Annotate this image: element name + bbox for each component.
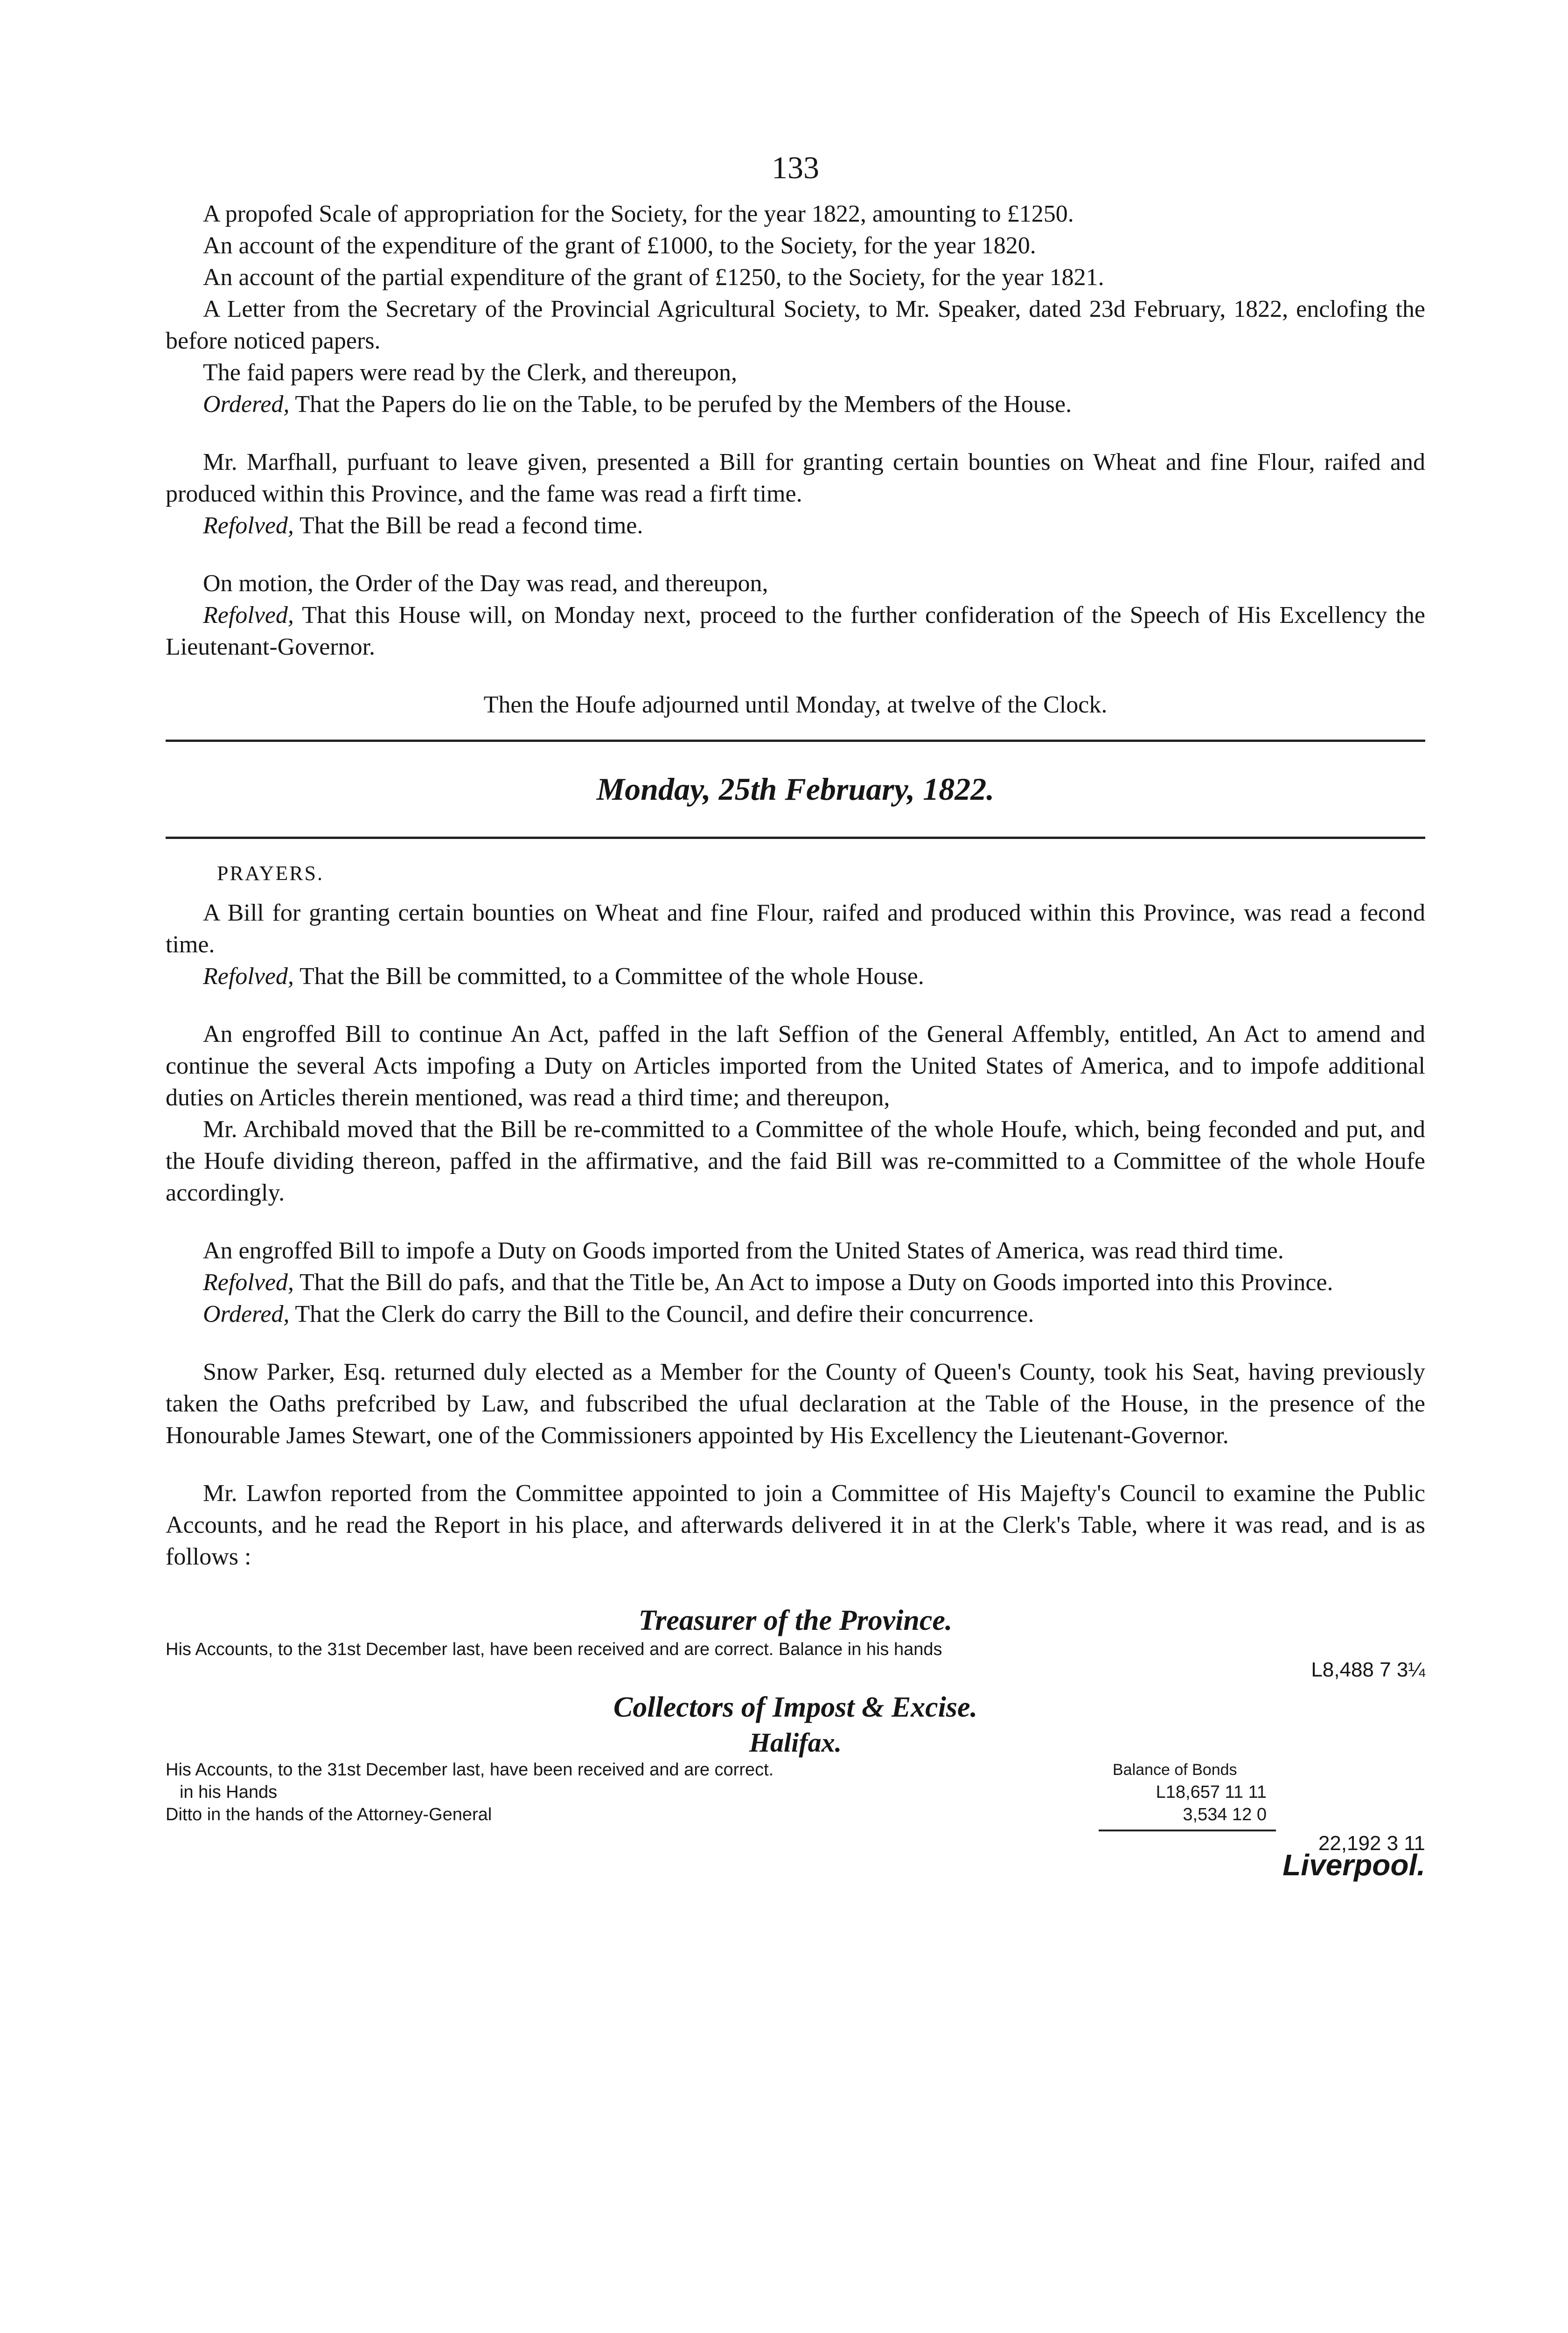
halifax-heading: Halifax. xyxy=(749,1727,842,1758)
collectors-heading: Collectors of Impost & Excise. xyxy=(613,1691,978,1723)
paragraph-on-motion: On motion, the Order of the Day was read, and thereupon, xyxy=(203,570,768,597)
paragraph-lawson-report: Mr. Lawfon reported from the Committee appointed to join a Committee of His Majefty's Council to examine the Public Accounts, and he read the Report in his place, and afterwards delivered it in at the Clerk's Table, where it was read, and is as follows : xyxy=(166,1480,1425,1570)
balance-of-bonds-label: Balance of Bonds xyxy=(1113,1761,1237,1779)
resolved-text: That the Bill be committed, to a Committee of the whole House. xyxy=(293,963,924,990)
ordered-label: Ordered, xyxy=(203,391,290,418)
paragraph-letter-secretary: A Letter from the Secretary of the Provincial Agricultural Society, to Mr. Speaker, dated 23d February, 1822, enclofing the before noticed papers. xyxy=(166,296,1425,354)
ordered-label: Ordered, xyxy=(203,1301,290,1327)
page-content xyxy=(166,149,1425,1892)
resolved-label: Refolved, xyxy=(203,1269,294,1296)
treasurer-account-row xyxy=(166,1639,1425,1680)
treasurer-account-text: His Accounts, to the 31st December last, have been received and are correct. Balance in his hands xyxy=(166,1640,942,1659)
paragraph-papers-read: The faid papers were read by the Clerk, and thereupon, xyxy=(203,359,737,386)
halifax-account-text: His Accounts, to the 31st December last, have been received and are correct. xyxy=(166,1760,774,1780)
halifax-account-row xyxy=(166,1760,1425,1782)
paragraph-snow-parker-seat: Snow Parker, Esq. returned duly elected as a Member for the County of Queen's County, took his Seat, having previously taken the Oaths prefcribed by Law, and fubscribed the ufual declaration at the Table of the House, in the presence of the Honourable James Stewart, one of the Commissioners appointed by His Excellency the Lieutenant-Governor. xyxy=(166,1359,1425,1449)
paragraph-resolved-bill-pass xyxy=(166,1267,1425,1299)
dateline-heading: Monday, 25th February, 1822. xyxy=(596,771,995,807)
treasurer-heading: Treasurer of the Province. xyxy=(638,1605,953,1636)
resolved-label: Refolved, xyxy=(203,963,294,990)
paragraph-account-1821: An account of the partial expenditure of the grant of £1250, to the Society, for the year 1821. xyxy=(203,264,1104,291)
paragraph-ordered-papers-lie xyxy=(166,389,1425,420)
paragraph-resolved-second-reading xyxy=(166,510,1425,542)
liverpool-row xyxy=(166,1848,1425,1892)
paragraph-ordered-clerk-carry xyxy=(166,1299,1425,1330)
in-hands-text: in his Hands xyxy=(180,1782,278,1802)
paragraph-resolved-speech xyxy=(166,600,1425,663)
resolved-label: Refolved, xyxy=(203,512,294,539)
prayers-heading: PRAYERS. xyxy=(217,862,324,885)
resolved-text: That the Bill be read a fecond time. xyxy=(293,512,643,539)
resolved-text: That this House will, on Monday next, proceed to the further confideration of the Speech of His Excellency the Lieutenant-Governor. xyxy=(166,602,1425,660)
paragraph-duty-bill-third-reading: An engroffed Bill to impofe a Duty on Goods imported from the United States of America, was read third time. xyxy=(203,1237,1284,1264)
section-rule-top xyxy=(166,740,1425,742)
paragraph-engrossed-bill-continue-act: An engroffed Bill to continue An Act, paffed in the laft Seffion of the General Affembly, entitled, An Act to amend and continue the several Acts impofing a Duty on Articles imported from the United States of America, and to impofe additional duties on Articles therein mentioned, was read a third time; and thereupon, xyxy=(166,1021,1425,1111)
halifax-total-row xyxy=(166,1827,1425,1855)
ordered-text: That the Papers do lie on the Table, to be perufed by the Members of the House. xyxy=(289,391,1072,418)
paragraph-adjourned: Then the Houfe adjourned until Monday, at twelve of the Clock. xyxy=(483,692,1108,718)
resolved-text: That the Bill do pafs, and that the Title be, An Act to impose a Duty on Goods imported into this Province. xyxy=(293,1269,1333,1296)
sum-rule xyxy=(1099,1830,1276,1831)
in-hands-amount: L18,657 11 11 xyxy=(1156,1782,1267,1802)
paragraph-scale-of-appropriation: A propofed Scale of appropriation for the Society, for the year 1822, amounting to £1250. xyxy=(203,201,1074,227)
paragraph-resolved-committed xyxy=(166,961,1425,992)
halifax-total-amount: 22,192 3 11 xyxy=(1318,1832,1425,1855)
paragraph-archibald-motion: Mr. Archibald moved that the Bill be re-committed to a Committee of the whole Houfe, which, being feconded and put, and the Houfe dividing thereon, paffed in the affirmative, and the faid Bill was re-committed to a Committee of the whole Houfe accordingly. xyxy=(166,1116,1425,1206)
section-rule-bottom xyxy=(166,837,1425,839)
attorney-text: Ditto in the hands of the Attorney-General xyxy=(166,1805,492,1824)
in-hands-row xyxy=(166,1782,1425,1804)
liverpool-heading: Liverpool. xyxy=(1282,1848,1425,1882)
ordered-text: That the Clerk do carry the Bill to the Council, and defire their concurrence. xyxy=(289,1301,1034,1327)
page-number: 133 xyxy=(772,150,819,185)
resolved-label: Refolved, xyxy=(203,602,294,629)
paragraph-account-1820: An account of the expenditure of the grant of £1000, to the Society, for the year 1820. xyxy=(203,232,1036,259)
attorney-row xyxy=(166,1804,1425,1827)
paragraph-wheat-bill-second-reading: A Bill for granting certain bounties on Wheat and fine Flour, raifed and produced within this Province, was read a fecond time. xyxy=(166,900,1425,958)
paragraph-marshall-bill: Mr. Marfhall, purfuant to leave given, presented a Bill for granting certain bounties on Wheat and fine Flour, raifed and produced within this Province, and the fame was read a firft time. xyxy=(166,449,1425,507)
treasurer-balance-amount: L8,488 7 3¼ xyxy=(1311,1658,1425,1681)
attorney-amount: 3,534 12 0 xyxy=(1183,1805,1267,1824)
